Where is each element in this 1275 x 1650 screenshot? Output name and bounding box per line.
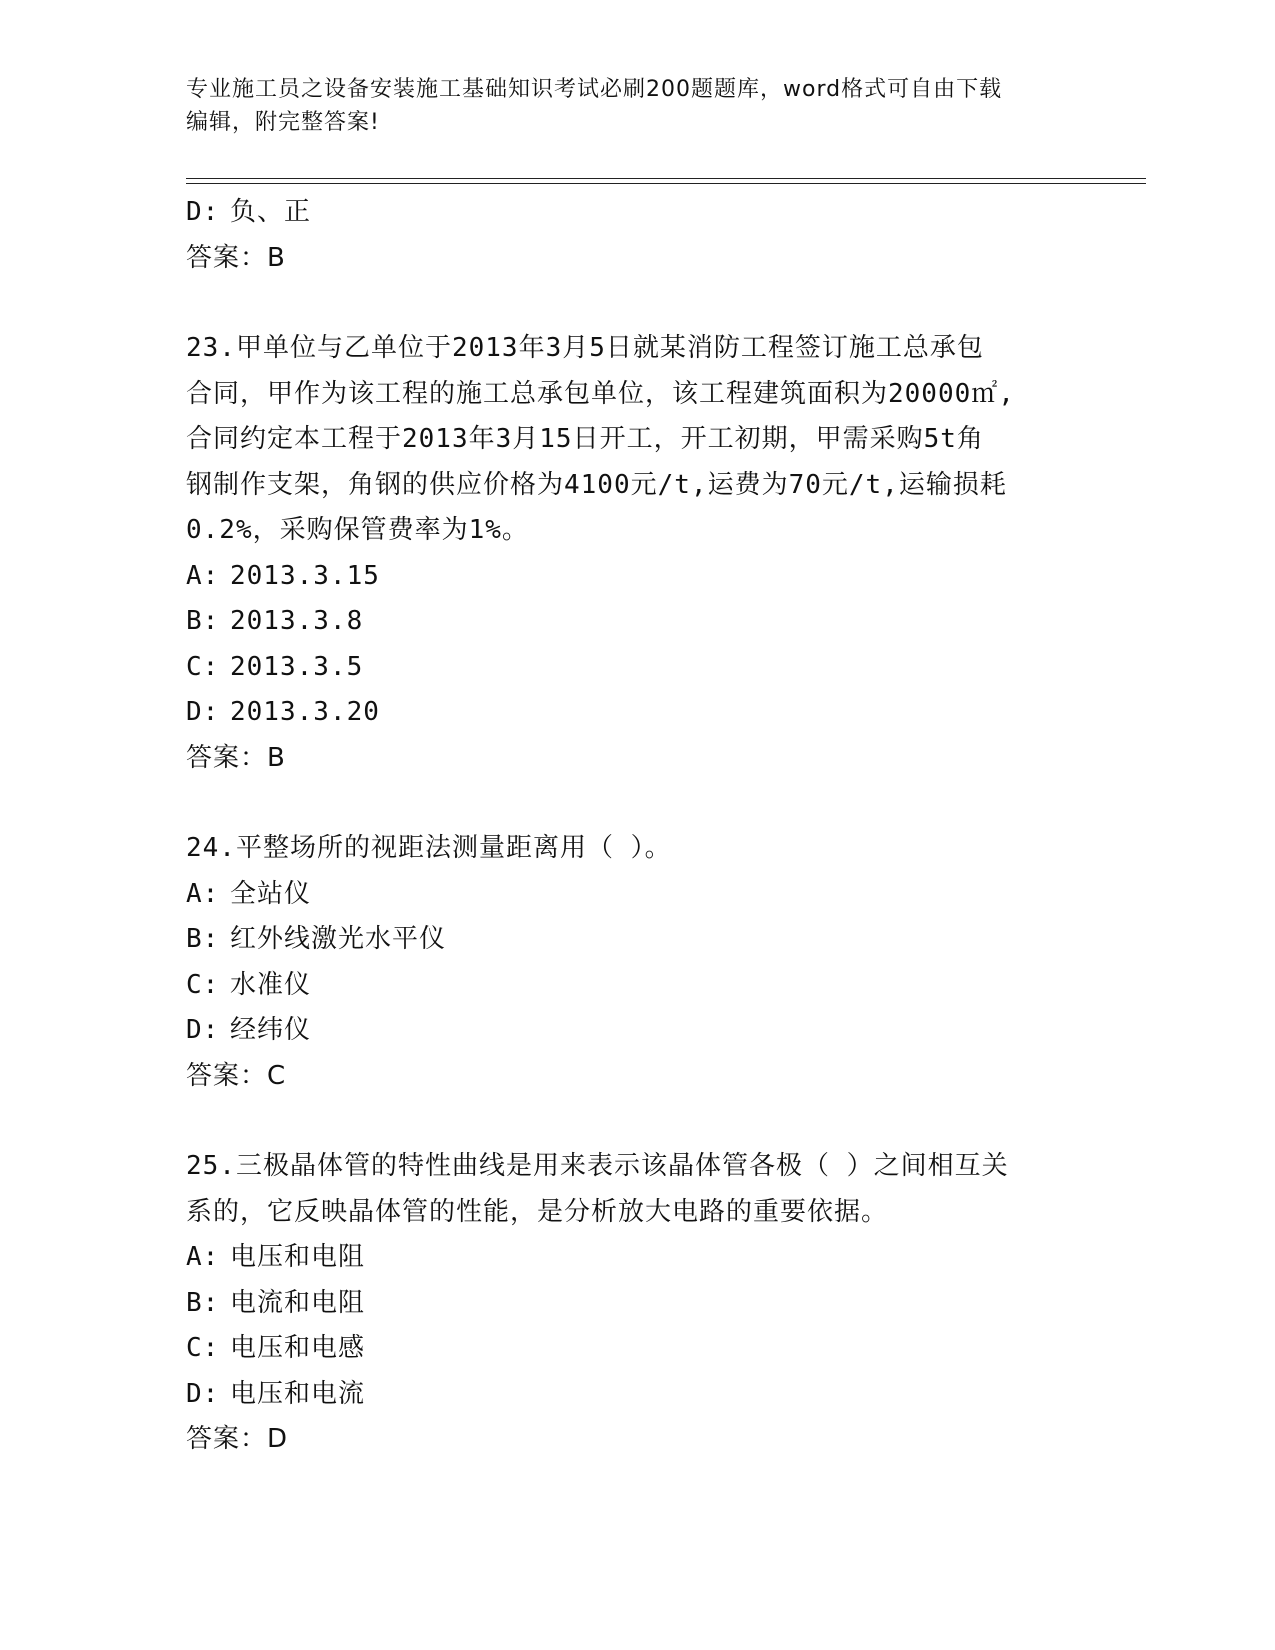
option-text: 电流和电阻 (230, 1287, 366, 1318)
option-letter: A: (186, 560, 220, 591)
option-b (186, 599, 1086, 645)
option-text: 电压和电阻 (230, 1242, 366, 1272)
option-a (186, 1235, 1086, 1281)
option-c (186, 645, 1086, 691)
option-d (186, 1008, 1086, 1054)
page-header (186, 73, 1066, 139)
header-line-1: 专业施工员之设备安装施工基础知识考试必刷200题题库，word格式可自由下载 (186, 77, 1003, 102)
option-text: 电压和电感 (230, 1333, 366, 1363)
option-text: 经纬仪 (230, 1015, 312, 1045)
option-letter: D: (186, 697, 220, 727)
q22-option-d (186, 190, 1086, 236)
option-text: 2013.3.5 (230, 651, 364, 682)
option-letter: A: (186, 878, 220, 909)
header-divider-top (186, 178, 1146, 179)
header-line-2: 编辑，附完整答案! (186, 110, 380, 135)
option-b (186, 1281, 1086, 1327)
option-letter: D: (186, 1015, 220, 1045)
option-text: 2013.3.15 (230, 560, 380, 591)
option-c (186, 963, 1086, 1009)
q22-answer: 答案：B (186, 242, 286, 273)
document-body (186, 190, 1086, 1463)
option-letter: D: (186, 197, 220, 227)
option-text: 全站仪 (230, 878, 312, 909)
option-letter: B: (186, 1287, 220, 1318)
question-24 (186, 826, 1086, 1099)
option-text: 水准仪 (230, 969, 312, 1000)
option-letter: A: (186, 1242, 220, 1272)
option-letter: C: (186, 1333, 220, 1363)
question-stem-line: 23.甲单位与乙单位于2013年3月5日就某消防工程签订施工总承包 (186, 333, 984, 363)
spacer (186, 281, 1086, 326)
option-c (186, 1326, 1086, 1372)
answer: 答案：C (186, 1060, 287, 1091)
option-text: 红外线激光水平仪 (230, 924, 447, 954)
option-letter: C: (186, 651, 220, 682)
question-stem-line: 合同约定本工程于2013年3月15日开工，开工初期，甲需采购5t角 (186, 424, 984, 454)
option-text: 负、正 (230, 197, 312, 227)
option-b (186, 917, 1086, 963)
option-letter: D: (186, 1378, 220, 1409)
option-d (186, 690, 1086, 736)
question-stem-line: 合同，甲作为该工程的施工总承包单位，该工程建筑面积为20000㎡, (186, 378, 1015, 409)
option-text: 2013.3.8 (230, 606, 364, 636)
question-stem-line: 24.平整场所的视距法测量距离用（ ）。 (186, 833, 672, 863)
spacer (186, 1099, 1086, 1144)
question-25 (186, 1144, 1086, 1463)
question-stem-line: 0.2%，采购保管费率为1%。 (186, 515, 529, 545)
option-a (186, 872, 1086, 918)
option-d (186, 1372, 1086, 1418)
option-a (186, 554, 1086, 600)
answer: 答案：D (186, 1424, 289, 1454)
option-letter: B: (186, 924, 220, 954)
question-stem-line: 系的，它反映晶体管的性能，是分析放大电路的重要依据。 (186, 1196, 889, 1227)
header-divider-bottom (186, 183, 1146, 184)
spacer (186, 781, 1086, 826)
option-letter: B: (186, 606, 220, 636)
answer: 答案：B (186, 742, 286, 773)
question-stem-line: 25.三极晶体管的特性曲线是用来表示该晶体管各极（ ）之间相互关 (186, 1151, 1009, 1181)
question-23 (186, 326, 1086, 781)
option-letter: C: (186, 969, 220, 1000)
option-text: 2013.3.20 (230, 697, 380, 727)
option-text: 电压和电流 (230, 1378, 366, 1409)
question-stem-line: 钢制作支架，角钢的供应价格为4100元/t,运费为70元/t,运输损耗 (186, 469, 1007, 500)
